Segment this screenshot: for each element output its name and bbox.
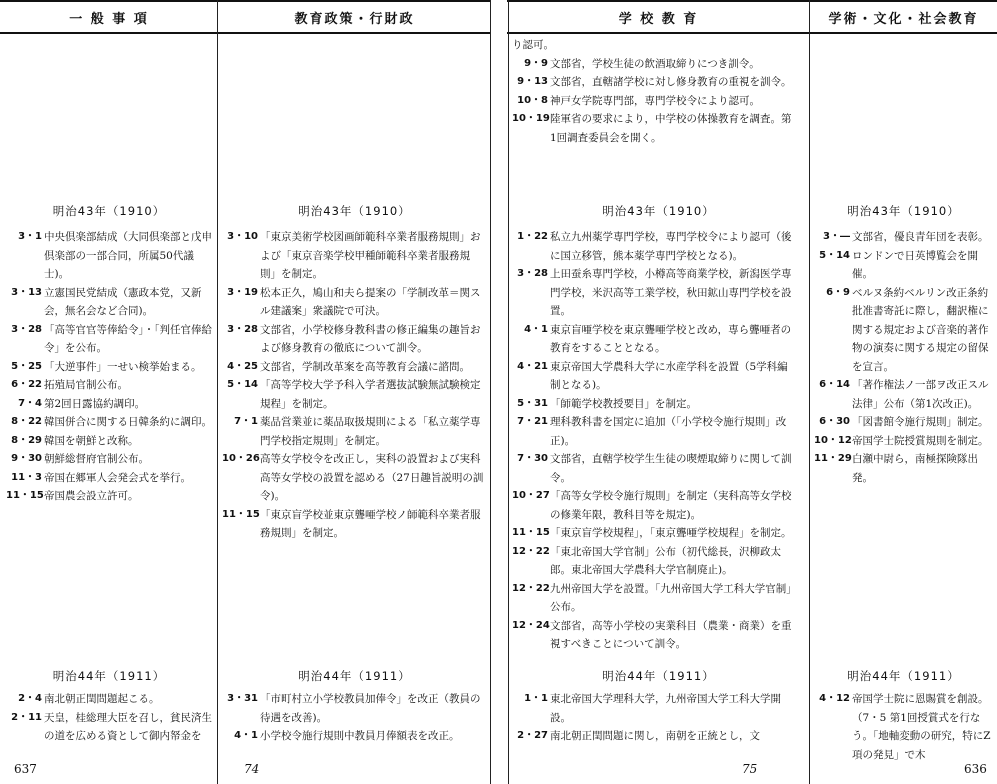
entry-date: 5・31 bbox=[517, 397, 548, 409]
chronology-entry bbox=[222, 228, 484, 284]
entry-date: 10・27 bbox=[512, 490, 550, 501]
chronology-entry bbox=[6, 228, 212, 284]
header-school-education: 学 校 教 育 bbox=[507, 0, 810, 34]
entry-text: 陸軍省の要求により，中学校の体操教育を調査。第1回調査委員会を開く。 bbox=[550, 113, 792, 144]
policy-1911-list bbox=[222, 690, 484, 746]
entry-date: 5・14 bbox=[227, 379, 258, 390]
entry-text: 韓国併合に関する日韓条約に調印。 bbox=[44, 416, 212, 428]
entry-text: 朝鮮総督府官制公布。 bbox=[44, 453, 149, 465]
entry-date: 12・24 bbox=[512, 619, 550, 631]
entry-date: 5・25 bbox=[11, 360, 42, 372]
entry-date: 7・21 bbox=[517, 416, 548, 427]
policy-1910-list bbox=[222, 228, 484, 543]
entry-date: 3・28 bbox=[227, 323, 258, 335]
chronology-entry bbox=[814, 450, 992, 487]
chronology-entry bbox=[222, 376, 484, 413]
entry-date: 4・25 bbox=[227, 360, 258, 372]
chronology-entry bbox=[512, 450, 798, 487]
entry-date: 9・13 bbox=[517, 76, 548, 87]
chronology-entry bbox=[512, 92, 798, 111]
year-heading: 明治43年（1910） bbox=[298, 204, 411, 218]
chronology-entry bbox=[512, 358, 798, 395]
chronology-entry bbox=[6, 376, 212, 395]
entry-date: 12・22 bbox=[512, 582, 550, 594]
chronology-entry bbox=[512, 524, 798, 543]
chronology-entry bbox=[222, 321, 484, 358]
chronology-entry bbox=[814, 690, 992, 764]
entry-text: 帝国農会設立許可。 bbox=[44, 490, 139, 502]
chronology-entry bbox=[512, 265, 798, 321]
chronology-entry bbox=[512, 580, 798, 617]
year-heading: 明治44年（1911） bbox=[602, 669, 715, 683]
chronology-entry bbox=[222, 413, 484, 450]
column-divider bbox=[490, 0, 491, 784]
entry-text: 東京帝国大学農科大学に水産学科を設置（5学科編制となる)。 bbox=[550, 360, 788, 391]
entry-text: 拓殖局官制公布。 bbox=[44, 379, 128, 391]
continuation-block bbox=[512, 36, 798, 147]
chronology-entry bbox=[222, 450, 484, 506]
entry-text: 私立九州薬学専門学校，専門学校令により認可（後に国立移管，熊本薬学専門学校となる)。 bbox=[550, 231, 792, 262]
chronology-entry bbox=[6, 395, 212, 414]
entry-text: 立憲国民党結成（憲政本党，又新会，無名会など合同)。 bbox=[44, 286, 202, 317]
chronology-entry bbox=[512, 73, 798, 92]
entry-text: 文部省，直轄学校学生生徒の喫煙取締りに関して訓令。 bbox=[550, 453, 792, 484]
chronology-entry bbox=[6, 284, 212, 321]
page-number: 636 bbox=[964, 762, 987, 776]
entry-date: 3・28 bbox=[517, 268, 548, 279]
entry-text: 韓国を朝鮮と改称。 bbox=[44, 434, 139, 447]
entry-date: 7・30 bbox=[517, 453, 548, 464]
general-1910-list bbox=[6, 228, 212, 506]
header-general-affairs: 一 般 事 項 bbox=[0, 0, 218, 34]
entry-text: 文部省，学制改革案を高等教育会議に諮問。 bbox=[260, 360, 470, 373]
entry-text: ロンドンで日英博覧会を開催。 bbox=[852, 249, 978, 280]
entry-text: 九州帝国大学を設置。「九州帝国大学工科大学官制」公布。 bbox=[550, 582, 797, 613]
column-divider bbox=[809, 0, 810, 784]
chronology-entry bbox=[814, 284, 992, 377]
entry-date: 6・14 bbox=[819, 379, 850, 390]
page-number: 637 bbox=[14, 762, 37, 776]
entry-text: 「市町村立小学校教員加俸令」を改正（教員の待遇を改善)。 bbox=[260, 693, 481, 724]
entry-text: 帝国学士院授賞規則を制定。 bbox=[852, 434, 989, 447]
chronology-entry bbox=[512, 55, 798, 74]
chronology-entry bbox=[512, 487, 798, 524]
entry-date: 11・15 bbox=[6, 490, 44, 501]
entry-date: 10・8 bbox=[517, 94, 548, 106]
entry-text: 「大逆事件」一せい検挙始まる。 bbox=[44, 360, 202, 373]
entry-date: 2・4 bbox=[18, 693, 42, 704]
entry-text: 南北朝正閏問題起こる。 bbox=[44, 693, 160, 705]
entry-text: 「東京盲学校並東京聾唖学校ノ師範科卒業者服務規則」を制定。 bbox=[260, 508, 481, 539]
school-1911-list bbox=[512, 690, 798, 746]
entry-text: 「高等官官等俸給令」・「判任官俸給令」を公布。 bbox=[44, 323, 212, 354]
entry-date: 3・13 bbox=[11, 286, 42, 298]
general-1911-list bbox=[6, 690, 212, 746]
entry-text: ベルヌ条約ベルリン改正条約批准書寄託に際し，翻訳権に関する規定および音楽的著作物の演奏に関する規定の留保を宣言。 bbox=[852, 286, 989, 373]
year-heading: 明治43年（1910） bbox=[602, 204, 715, 218]
header-academic-culture: 学術・文化・社会教育 bbox=[810, 0, 997, 34]
entry-date: 4・12 bbox=[819, 693, 850, 704]
entry-text: 東京盲唖学校を東京聾唖学校と改め，専ら聾唖者の教育をすることとなる。 bbox=[550, 323, 792, 354]
column-divider bbox=[217, 0, 218, 784]
chronology-entry bbox=[814, 228, 992, 247]
entry-date: 3・― bbox=[823, 231, 850, 242]
chronology-entry bbox=[6, 450, 212, 469]
chronology-entry bbox=[512, 617, 798, 654]
entry-text: 天皇，桂総理大臣を召し，貧民済生の道を広める資として御内帑金を bbox=[44, 711, 212, 742]
entry-date: 4・21 bbox=[517, 360, 548, 372]
entry-date: 11・29 bbox=[814, 453, 852, 464]
chronology-entry bbox=[6, 358, 212, 377]
entry-date: 11・3 bbox=[11, 471, 42, 483]
chronology-entry bbox=[512, 727, 798, 746]
chronology-entry bbox=[814, 432, 992, 451]
chronology-entry bbox=[6, 487, 212, 506]
chronology-entry bbox=[222, 690, 484, 727]
chronology-entry bbox=[6, 690, 212, 709]
entry-date: 8・29 bbox=[11, 434, 42, 446]
chronology-entry bbox=[6, 709, 212, 746]
entry-date: 9・9 bbox=[524, 57, 548, 69]
entry-text: 中央倶楽部結成（大同倶楽部と戊申倶楽部の一部合同，所属50代議士)。 bbox=[44, 231, 212, 280]
chronology-entry bbox=[222, 358, 484, 377]
entry-text: 理科教科書を国定に追加（「小学校令施行規則」改正)。 bbox=[550, 416, 787, 447]
entry-text: 「東北帝国大学官制」公布（初代総長，沢柳政太郎。東北帝国大学農科大学官制廃止)。 bbox=[550, 545, 781, 576]
header-education-policy: 教育政策・行財政 bbox=[218, 0, 491, 34]
entry-date: 11・15 bbox=[512, 527, 550, 538]
entry-text: 東北帝国大学理科大学，九州帝国大学工科大学開設。 bbox=[550, 693, 781, 724]
entry-text: 帝国学士院に恩賜賞を創設。（7・5 第1回授賞式を行なう。「地軸変動の研究，特にZ項の発見」で木 bbox=[852, 693, 991, 761]
entry-date: 11・15 bbox=[222, 508, 260, 520]
chronology-entry bbox=[512, 690, 798, 727]
entry-text: 松本正久，鳩山和夫ら提案の「学制改革＝関スル建議案」衆議院で可決。 bbox=[260, 286, 481, 317]
chronology-entry bbox=[512, 543, 798, 580]
chronology-entry bbox=[222, 727, 484, 746]
entry-text: 文部省，優良青年団を表彰。 bbox=[852, 231, 989, 243]
entry-date: 5・14 bbox=[819, 249, 850, 261]
chronology-entry bbox=[814, 376, 992, 413]
chronology-entry bbox=[814, 413, 992, 432]
entry-text: 第2回日露協約調印。 bbox=[44, 397, 146, 410]
entry-text: 小学校令施行規則中教員月俸額表を改正。 bbox=[260, 730, 460, 742]
chronology-entry bbox=[512, 36, 798, 55]
entry-text: 上田蚕糸専門学校，小樽高等商業学校，新潟医学専門学校，米沢高等工業学校，秋田鉱山専門学校を設置。 bbox=[550, 268, 792, 317]
entry-text: 白瀬中尉ら，南極探険隊出発。 bbox=[852, 453, 978, 484]
entry-date: 3・19 bbox=[227, 286, 258, 298]
entry-text: 「高等女学校令施行規則」を制定（実科高等女学校の修業年限，教科目等を規定)。 bbox=[550, 490, 792, 521]
year-heading: 明治44年（1911） bbox=[52, 669, 166, 683]
chronology-entry bbox=[512, 110, 798, 147]
entry-date: 6・9 bbox=[826, 286, 850, 298]
entry-text: 文部省，高等小学校の実業科目（農業・商業）を重視すべきことについて訓令。 bbox=[550, 619, 792, 650]
chronology-entry bbox=[6, 413, 212, 432]
entry-text: 文部省，学校生徒の飲酒取締りにつき訓令。 bbox=[550, 57, 760, 70]
entry-text: 「高等学校大学予科入学者選抜試験無試験検定規程」を制定。 bbox=[260, 379, 481, 410]
entry-date: 3・10 bbox=[227, 231, 258, 242]
chronology-entry bbox=[6, 321, 212, 358]
entry-text: 南北朝正閏問題に関し，南朝を正統とし，文 bbox=[550, 730, 760, 742]
page-number: 75 bbox=[742, 762, 758, 776]
entry-date: 10・12 bbox=[814, 434, 852, 446]
chronology-entry bbox=[222, 284, 484, 321]
year-heading: 明治43年（1910） bbox=[847, 204, 960, 218]
entry-date: 4・1 bbox=[524, 323, 548, 335]
chronology-entry bbox=[814, 247, 992, 284]
entry-text: 薬品営業並に薬品取扱規則による「私立薬学専門学校指定規則」を制定。 bbox=[260, 416, 481, 447]
entry-text: 「師範学校教授要目」を制定。 bbox=[550, 397, 697, 410]
chronology-entry bbox=[6, 432, 212, 451]
entry-date: 6・22 bbox=[11, 379, 42, 390]
academic-1911-list bbox=[814, 690, 992, 764]
entry-text: 「図書館令施行規則」制定。 bbox=[852, 416, 989, 428]
chronology-entry bbox=[512, 395, 798, 414]
entry-text: 文部省，小学校修身教科書の修正編集の趣旨および修身教育の徹底について訓令。 bbox=[260, 323, 481, 354]
entry-date: 6・30 bbox=[819, 416, 850, 427]
entry-text: 「東京美術学校図画師範科卒業者服務規則」および「東京音楽学校甲種師範科卒業者服務規則」を制定。 bbox=[260, 231, 481, 280]
entry-date: 10・26 bbox=[222, 453, 260, 464]
entry-text: 高等女学校令を改正し，実科の設置および実科高等女学校の設置を認める（27日趣旨説明の訓令)。 bbox=[260, 453, 484, 502]
entry-date: 3・1 bbox=[18, 231, 42, 242]
entry-date: 4・1 bbox=[234, 730, 258, 741]
year-heading: 明治44年（1911） bbox=[847, 669, 960, 683]
academic-1910-list bbox=[814, 228, 992, 487]
chronology-entry bbox=[512, 321, 798, 358]
entry-date: 10・19 bbox=[512, 113, 550, 124]
entry-text: 文部省，直轄諸学校に対し修身教育の重視を訓令。 bbox=[550, 76, 792, 88]
entry-text: 「著作権法ノ一部ヲ改正スル法律」公布（第1次改正)。 bbox=[852, 379, 989, 410]
entry-date: 7・1 bbox=[234, 416, 258, 427]
chronology-entry bbox=[512, 228, 798, 265]
entry-date: 9・30 bbox=[11, 453, 42, 464]
column-divider bbox=[508, 0, 509, 784]
entry-text: 帝国在郷軍人会発会式を挙行。 bbox=[44, 471, 191, 484]
entry-date: 3・28 bbox=[11, 323, 42, 335]
entry-date: 1・22 bbox=[517, 231, 548, 242]
chronology-entry bbox=[512, 413, 798, 450]
chronology-entry bbox=[222, 506, 484, 543]
entry-text: 神戸女学院専門部，専門学校令により認可。 bbox=[550, 94, 760, 107]
entry-date: 8・22 bbox=[11, 416, 42, 427]
year-heading: 明治43年（1910） bbox=[52, 204, 166, 218]
entry-date: 12・22 bbox=[512, 545, 550, 557]
entry-date: 2・27 bbox=[517, 730, 548, 741]
entry-date: 2・11 bbox=[11, 711, 42, 723]
entry-date: 7・4 bbox=[18, 397, 42, 409]
year-heading: 明治44年（1911） bbox=[298, 669, 411, 683]
entry-date: 1・1 bbox=[524, 693, 548, 704]
entry-date: 3・31 bbox=[227, 693, 258, 704]
school-1910-list bbox=[512, 228, 798, 654]
entry-text: 「東京盲学校規程」，「東京聾唖学校規程」を制定。 bbox=[550, 527, 792, 539]
page-number: 74 bbox=[244, 762, 260, 776]
chronology-entry bbox=[6, 469, 212, 488]
entry-text: り認可。 bbox=[512, 39, 554, 51]
